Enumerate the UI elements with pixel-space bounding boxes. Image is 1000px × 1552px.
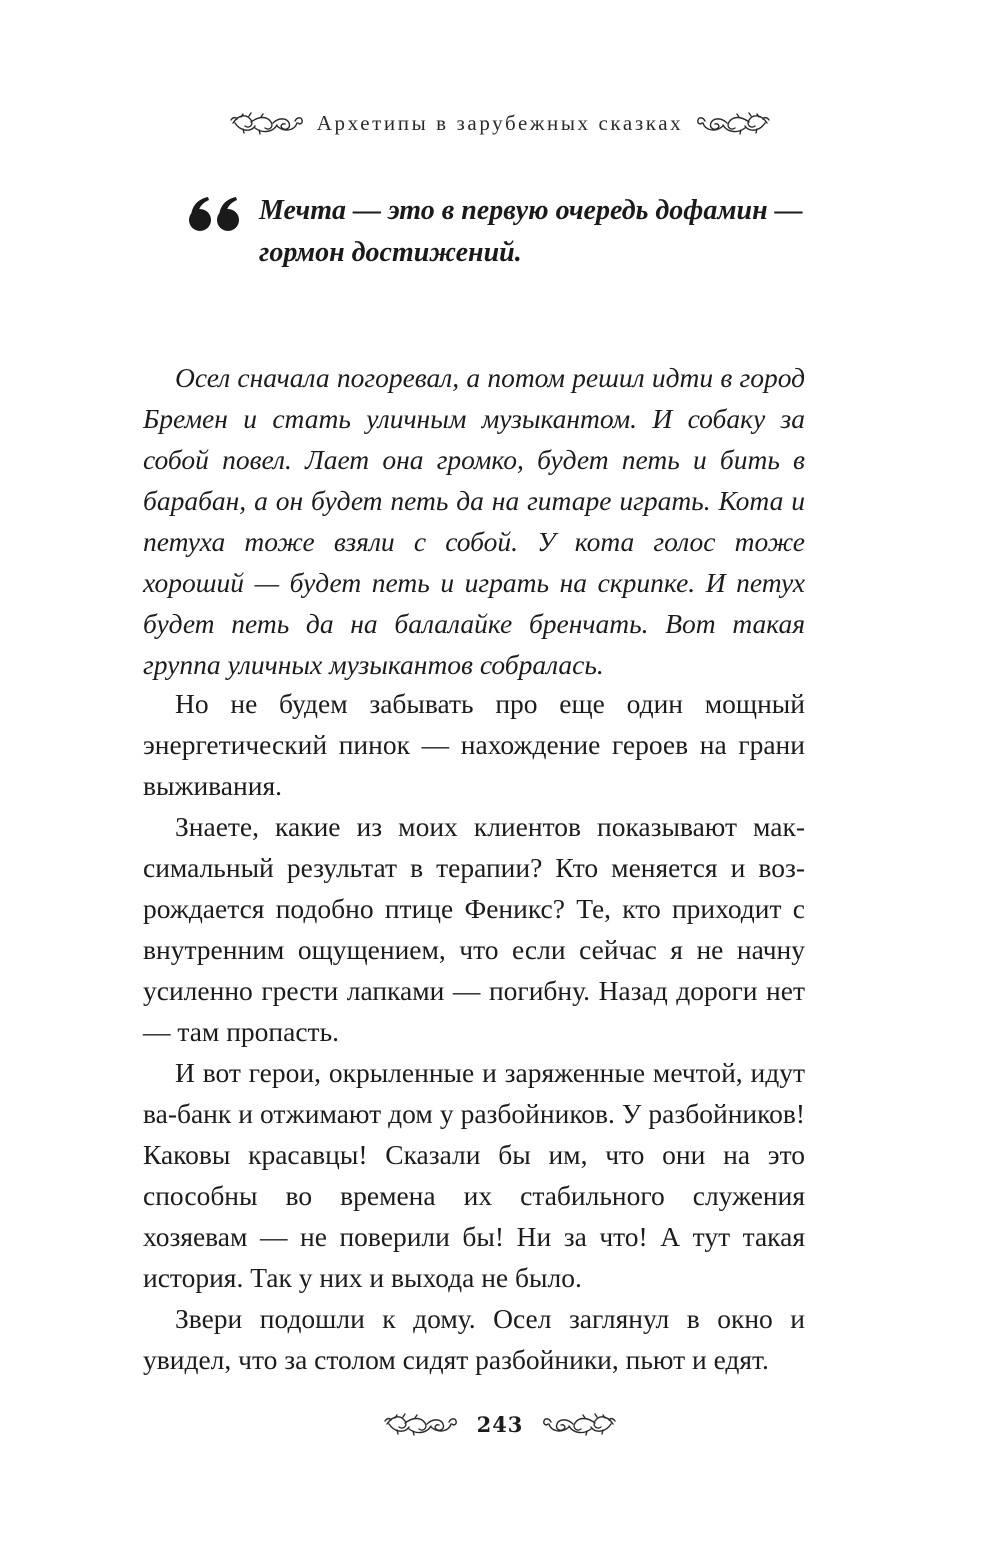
floral-ornament-footer-left-icon <box>381 1409 461 1439</box>
body-paragraph-2: Знаете, какие из моих клиентов показывают максимальный результат в терапии? Кто меняется и возрождается подобно птице Феникс? Те, кто приходит с внутренним ощущением, что если сейчас я не начну усиленно грести лапками — погибну. Назад дороги нет — там пропасть. <box>143 811 805 1047</box>
main-text <box>143 683 805 1380</box>
italic-passage <box>143 357 805 685</box>
floral-ornament-footer-right-icon <box>539 1409 619 1439</box>
italic-paragraph: Осел сначала погоревал, а потом решил идти в город Бремен и стать уличным музыкантом. И собаку за собой повел. Лает она громко, будет петь и бить в барабан, а он будет петь да на гитаре играть. Кота и петуха тоже взяли с собой. У кота голос тоже хороший — будет петь и играть на скрипке. И петух будет петь да на балалайке бренчать. Вот такая группа уличных музыкантов собралась. <box>143 362 805 680</box>
double-quote-icon <box>188 196 244 232</box>
body-paragraph-3: И вот герои, окрыленные и заряженные мечтой, идут ва-банк и отжимают дом у разбойников. У разбойников! Каковы красавцы! Сказали бы им, что они на это способны во времена их стабильного служения хозяевам — не поверили бы! Ни за что! А тут такая история. Так у них и выхода не было. <box>143 1057 805 1293</box>
page-number: 243 <box>476 1411 524 1437</box>
page-footer <box>0 1404 1000 1444</box>
body-paragraph-4: Звери подошли к дому. Осел заглянул в окно и увидел, что за столом сидят разбойники, пьют и едят. <box>143 1303 805 1375</box>
pull-quote-text: Мечта — это в первую очередь дофамин — гормон достижений. <box>259 195 803 268</box>
floral-ornament-left-icon <box>229 108 305 138</box>
body-paragraph-1: Но не будем забывать про еще один мощный энергетический пинок — нахождение героев на грани выживания. <box>143 688 805 801</box>
floral-ornament-right-icon <box>695 108 771 138</box>
pull-quote <box>188 190 828 274</box>
running-header <box>0 103 1000 143</box>
running-title: Архетипы в зарубежных сказках <box>316 110 684 135</box>
